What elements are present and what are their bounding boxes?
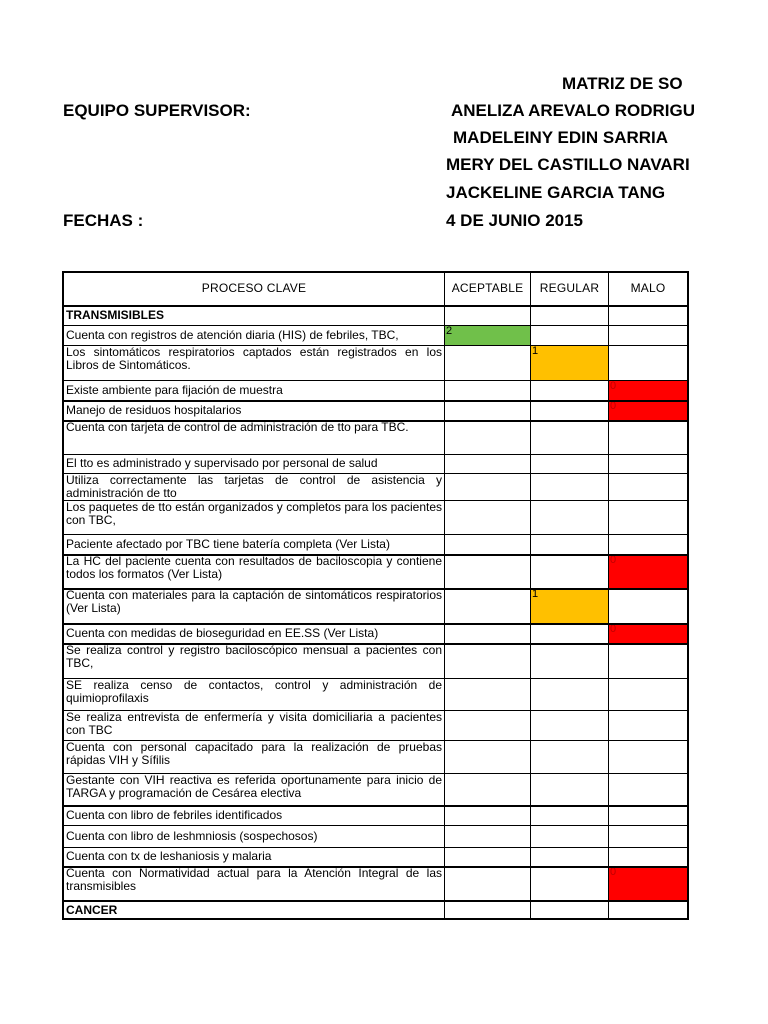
regular-cell	[530, 866, 608, 900]
process-label: Existe ambiente para fijación de muestra	[62, 380, 444, 400]
table-row	[62, 534, 689, 554]
regular-cell	[530, 554, 608, 588]
table-rule	[62, 678, 689, 679]
aceptable-cell	[444, 866, 530, 900]
table-rule	[62, 400, 689, 402]
malo-cell	[608, 305, 689, 325]
table-rule	[62, 623, 689, 625]
table-rule	[62, 805, 689, 807]
malo-cell	[608, 847, 689, 866]
date-value: 4 DE JUNIO 2015	[446, 211, 584, 230]
aceptable-cell	[444, 643, 530, 678]
table-row	[62, 847, 689, 866]
process-label: Se realiza entrevista de enfermería y visita domiciliaria a pacientes con TBC	[62, 710, 444, 740]
table-row	[62, 500, 689, 534]
table-row	[62, 380, 689, 400]
table-row	[62, 866, 689, 900]
malo-cell	[608, 454, 689, 473]
aceptable-cell	[444, 740, 530, 773]
process-label: Paciente afectado por TBC tiene batería completa (Ver Lista)	[62, 534, 444, 554]
regular-cell	[530, 847, 608, 866]
process-label: El tto es administrado y supervisado por personal de salud	[62, 454, 444, 473]
malo-cell	[608, 740, 689, 773]
table-row	[62, 554, 689, 588]
aceptable-cell	[444, 473, 530, 500]
regular-cell	[530, 380, 608, 400]
aceptable-cell	[444, 454, 530, 473]
table-rule	[62, 305, 689, 307]
malo-cell	[608, 825, 689, 847]
evaluation-table	[62, 271, 689, 938]
table-rule	[62, 345, 689, 346]
malo-cell: 0	[608, 866, 689, 900]
malo-cell	[608, 325, 689, 345]
table-row	[62, 643, 689, 678]
table-row	[62, 710, 689, 740]
supervisor-name: JACKELINE GARCIA TANG	[446, 183, 666, 202]
table-row	[62, 473, 689, 500]
regular-cell	[530, 420, 608, 454]
supervisor-label: EQUIPO SUPERVISOR:	[63, 101, 251, 120]
regular-cell	[530, 678, 608, 710]
regular-cell	[530, 400, 608, 420]
aceptable-cell	[444, 345, 530, 380]
malo-cell	[608, 643, 689, 678]
table-rule	[62, 847, 689, 848]
table-row	[62, 588, 689, 623]
malo-cell: 0	[608, 554, 689, 588]
regular-cell	[530, 473, 608, 500]
malo-cell	[608, 534, 689, 554]
table-rule	[62, 473, 689, 474]
process-label: Los sintomáticos respiratorios captados están registrados en los Libros de Sintomáticos.	[62, 345, 444, 380]
malo-cell	[608, 420, 689, 454]
regular-cell: 1	[530, 588, 608, 623]
table-rule	[62, 500, 689, 501]
table-row	[62, 740, 689, 773]
table-header-row	[62, 271, 689, 305]
regular-cell	[530, 534, 608, 554]
table-rule	[62, 710, 689, 711]
regular-cell	[530, 900, 608, 920]
aceptable-cell	[444, 420, 530, 454]
regular-cell	[530, 623, 608, 643]
aceptable-cell	[444, 554, 530, 588]
table-rule	[62, 420, 689, 422]
aceptable-cell	[444, 773, 530, 805]
process-label: Cuenta con libro de febriles identificados	[62, 805, 444, 825]
table-rule	[62, 271, 689, 273]
malo-cell: 0	[608, 400, 689, 420]
aceptable-cell	[444, 500, 530, 534]
process-label: Cuenta con tarjeta de control de administración de tto para TBC.	[62, 420, 444, 454]
table-rule	[62, 740, 689, 741]
supervisor-name: ANELIZA AREVALO RODRIGU	[451, 101, 695, 120]
section-row	[62, 305, 689, 325]
aceptable-cell	[444, 534, 530, 554]
malo-cell	[608, 500, 689, 534]
malo-cell	[608, 678, 689, 710]
table-row	[62, 345, 689, 380]
dates-label: FECHAS :	[63, 211, 144, 230]
table-row	[62, 805, 689, 825]
column-header: ACEPTABLE	[444, 271, 530, 305]
process-label: Cuenta con Normatividad actual para la Atención Integral de las transmisibles	[62, 866, 444, 900]
table-row	[62, 623, 689, 643]
document-title: MATRIZ DE SO	[562, 74, 683, 93]
column-header: REGULAR	[530, 271, 608, 305]
aceptable-cell	[444, 805, 530, 825]
aceptable-cell	[444, 305, 530, 325]
table-row	[62, 420, 689, 454]
process-label: Cuenta con medidas de bioseguridad en EE.SS (Ver Lista)	[62, 623, 444, 643]
regular-cell	[530, 825, 608, 847]
regular-cell	[530, 740, 608, 773]
aceptable-cell	[444, 847, 530, 866]
table-rule	[62, 900, 689, 902]
table-rule	[62, 918, 689, 920]
table-row	[62, 825, 689, 847]
regular-cell	[530, 454, 608, 473]
aceptable-cell	[444, 380, 530, 400]
aceptable-cell	[444, 678, 530, 710]
process-label: Cuenta con registros de atención diaria (HIS) de febriles, TBC,	[62, 325, 444, 345]
table-row	[62, 400, 689, 420]
regular-cell	[530, 643, 608, 678]
process-label: La HC del paciente cuenta con resultados de baciloscopia y contiene todos los formatos (Ver Lista)	[62, 554, 444, 588]
supervisor-name: MERY DEL CASTILLO NAVARI	[446, 155, 690, 174]
aceptable-cell	[444, 710, 530, 740]
table-row	[62, 773, 689, 805]
regular-cell	[530, 305, 608, 325]
table-row	[62, 678, 689, 710]
table-rule	[62, 534, 689, 535]
regular-cell: 1	[530, 345, 608, 380]
supervisor-name: MADELEINY EDIN SARRIA	[453, 128, 669, 147]
table-rule	[62, 554, 689, 556]
malo-cell	[608, 805, 689, 825]
aceptable-cell	[444, 588, 530, 623]
table-rule	[62, 380, 689, 381]
section-label: TRANSMISIBLES	[62, 305, 444, 325]
table-row	[62, 454, 689, 473]
malo-cell	[608, 900, 689, 920]
process-label: Los paquetes de tto están organizados y completos para los pacientes con TBC,	[62, 500, 444, 534]
table-rule	[62, 454, 689, 455]
malo-cell	[608, 588, 689, 623]
process-label: Cuenta con libro de leshmniosis (sospechosos)	[62, 825, 444, 847]
table-row	[62, 325, 689, 345]
process-label: Utiliza correctamente las tarjetas de control de asistencia y administración de tto	[62, 473, 444, 500]
table-rule	[62, 643, 689, 645]
aceptable-cell	[444, 900, 530, 920]
process-label: Manejo de residuos hospitalarios	[62, 400, 444, 420]
regular-cell	[530, 500, 608, 534]
malo-cell: 0	[608, 623, 689, 643]
process-label: Cuenta con personal capacitado para la realización de pruebas rápidas VIH y Sífilis	[62, 740, 444, 773]
regular-cell	[530, 325, 608, 345]
table-rule	[62, 325, 689, 326]
table-rule	[62, 825, 689, 826]
aceptable-cell	[444, 400, 530, 420]
process-label: SE realiza censo de contactos, control y administración de quimioprofilaxis	[62, 678, 444, 710]
malo-cell: 0	[608, 380, 689, 400]
process-label: Cuenta con materiales para la captación de sintomáticos respiratorios (Ver Lista)	[62, 588, 444, 623]
column-header: MALO	[608, 271, 689, 305]
aceptable-cell: 2	[444, 325, 530, 345]
aceptable-cell	[444, 825, 530, 847]
regular-cell	[530, 710, 608, 740]
malo-cell	[608, 773, 689, 805]
malo-cell	[608, 710, 689, 740]
aceptable-cell	[444, 623, 530, 643]
section-label: CANCER	[62, 900, 444, 920]
malo-cell	[608, 473, 689, 500]
regular-cell	[530, 805, 608, 825]
table-rule	[62, 588, 689, 590]
process-label: Gestante con VIH reactiva es referida oportunamente para inicio de TARGA y programación de Cesárea electiva	[62, 773, 444, 805]
column-header: PROCESO CLAVE	[62, 271, 444, 305]
process-label: Cuenta con tx de leshaniosis y malaria	[62, 847, 444, 866]
table-rule	[62, 773, 689, 774]
regular-cell	[530, 773, 608, 805]
process-label: Se realiza control y registro baciloscópico mensual a pacientes con TBC,	[62, 643, 444, 678]
table-rule	[62, 866, 689, 868]
section-row	[62, 900, 689, 920]
malo-cell	[608, 345, 689, 380]
